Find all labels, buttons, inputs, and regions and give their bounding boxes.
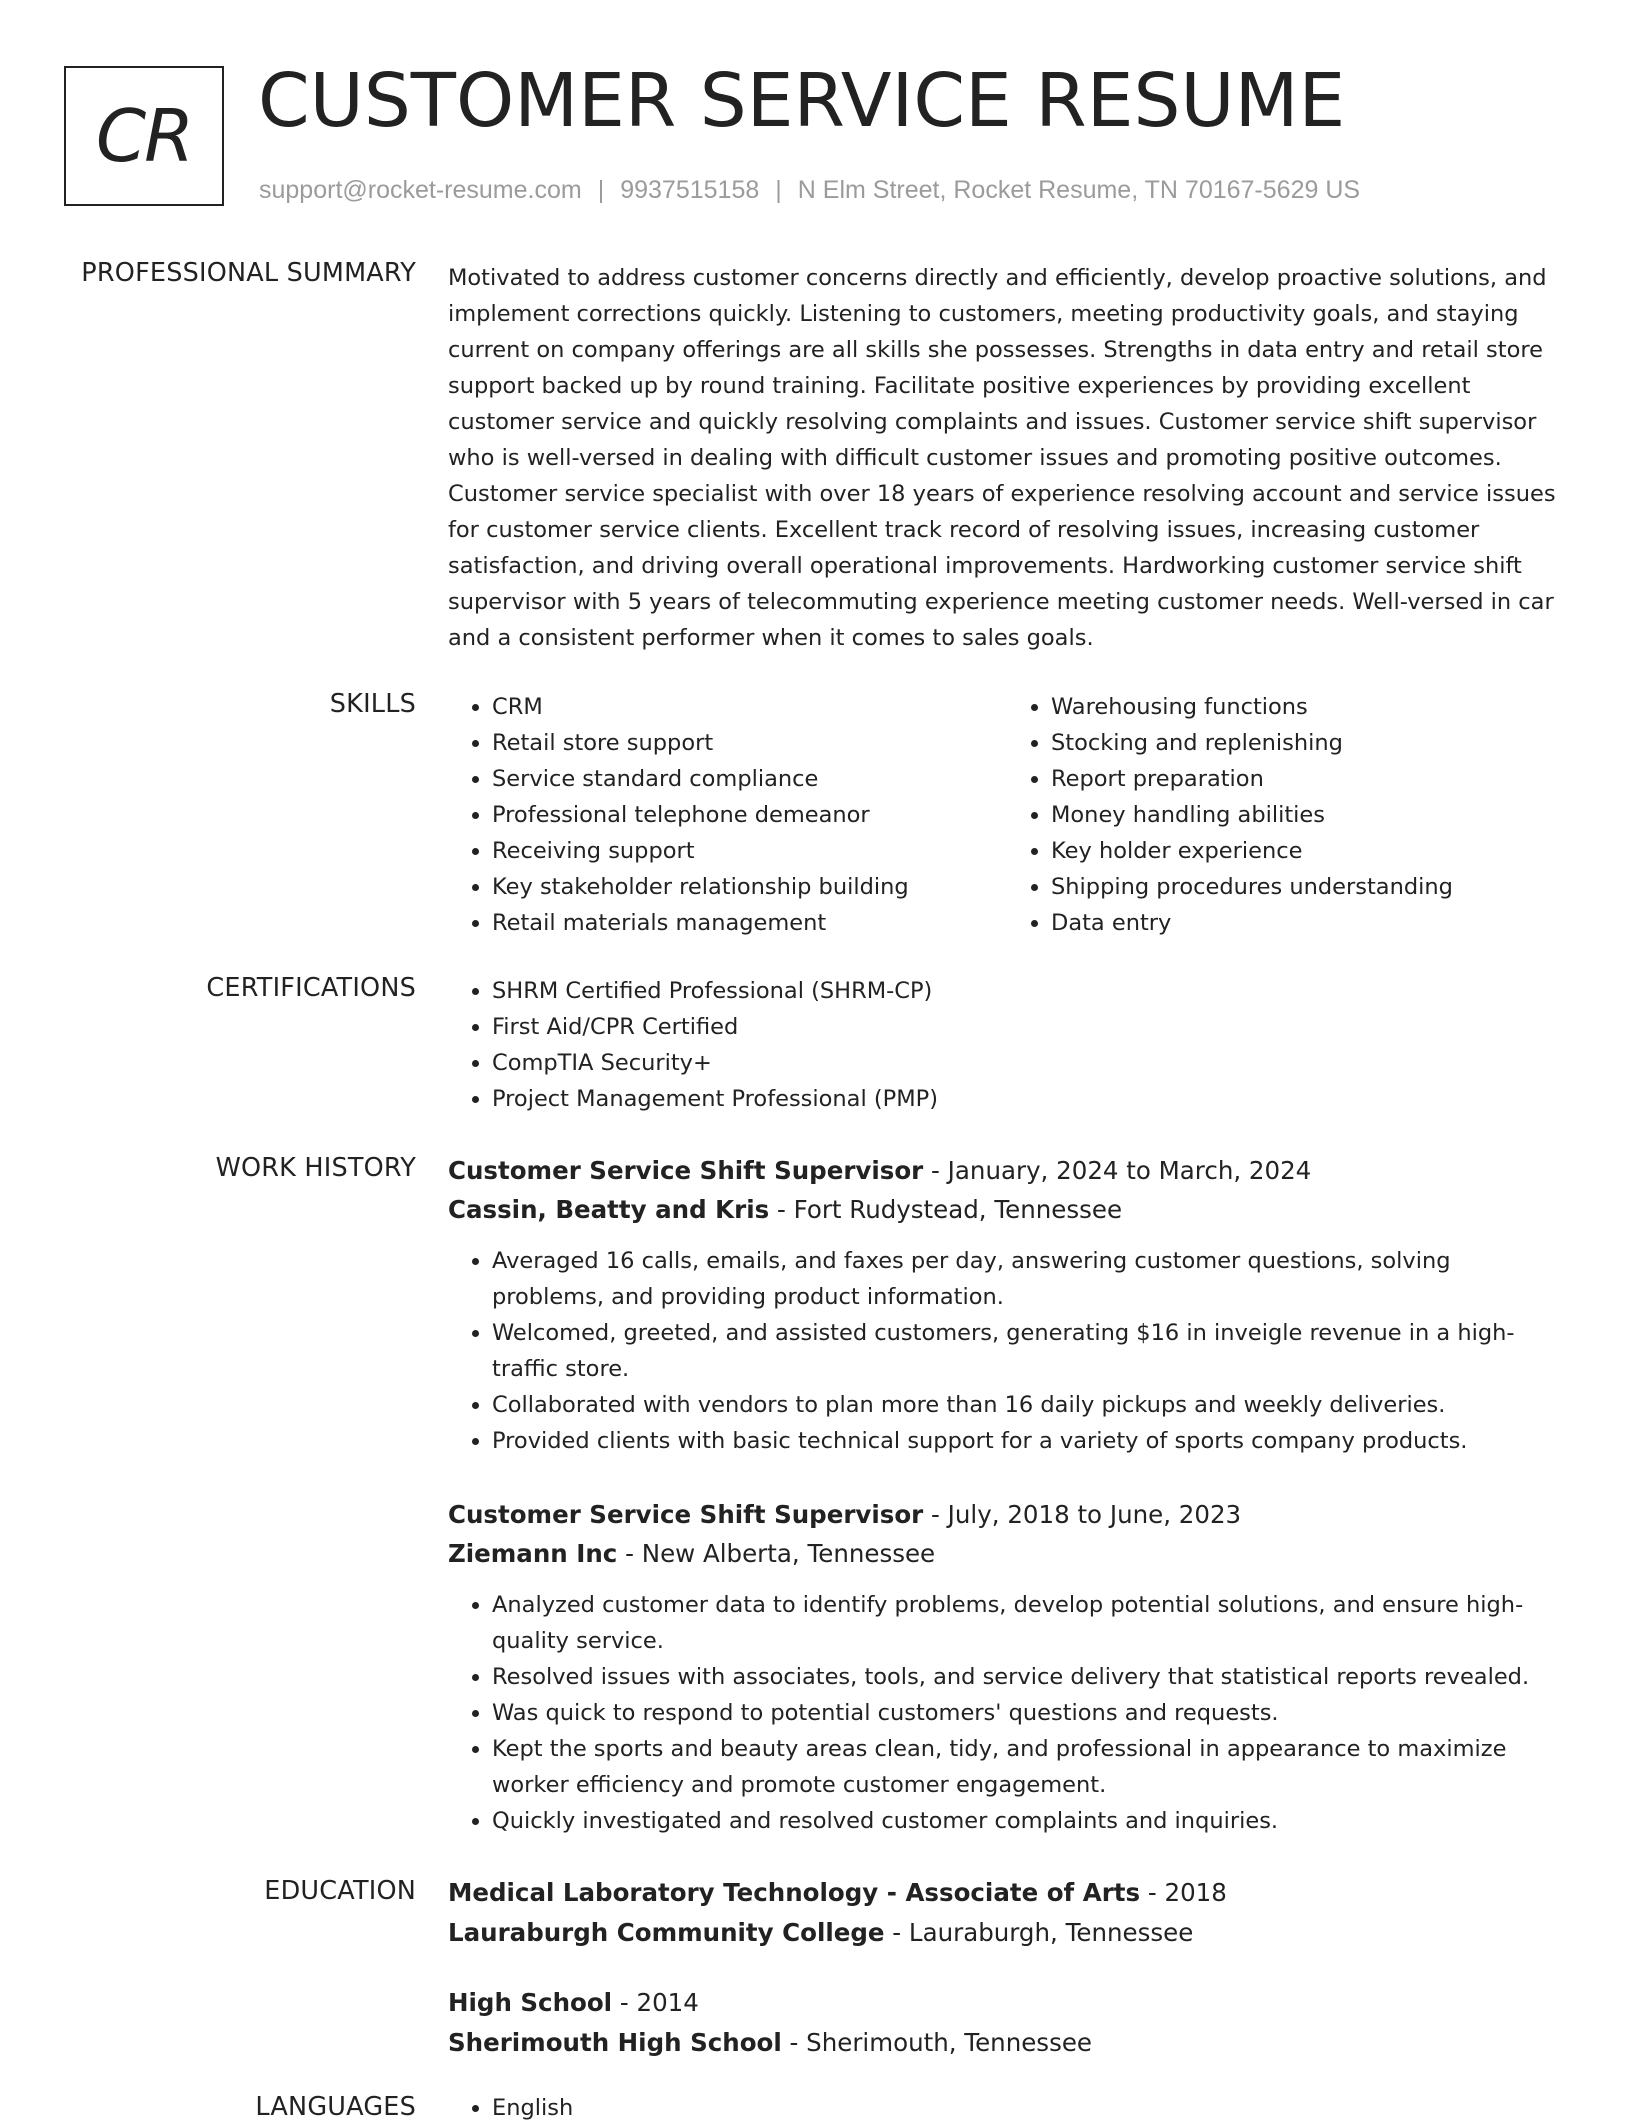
skill-item: • Professional telephone demeanor — [492, 797, 1007, 833]
skill-item: • Retail store support — [492, 725, 1007, 761]
contact-phone[interactable]: 9937515158 — [620, 176, 760, 204]
education-entry — [448, 1983, 1566, 2063]
contact-address: N Elm Street, Rocket Resume, TN 70167-5629 US — [797, 176, 1361, 204]
contact-email[interactable]: support@rocket-resume.com — [259, 176, 582, 204]
job-location: - New Alberta, Tennessee — [617, 1539, 936, 1568]
education-location: - Sherimouth, Tennessee — [781, 2028, 1092, 2057]
job-bullet: • Provided clients with basic technical support for a variety of sports company products. — [492, 1423, 1566, 1459]
certification-item: • CompTIA Security+ — [492, 1045, 1566, 1081]
education-school: Lauraburgh Community College — [448, 1918, 885, 1947]
skills-column-left — [448, 689, 1007, 941]
languages-list — [448, 2090, 1566, 2126]
skill-item: • Warehousing functions — [1051, 689, 1566, 725]
job-entry — [448, 1495, 1566, 1839]
job-bullets — [448, 1587, 1566, 1839]
job-company-line — [448, 1190, 1566, 1229]
job-title: Customer Service Shift Supervisor — [448, 1500, 924, 1529]
job-bullet: • Collaborated with vendors to plan more than 16 daily pickups and weekly deliveries. — [492, 1387, 1566, 1423]
skill-item: • Report preparation — [1051, 761, 1566, 797]
job-dates: - January, 2024 to March, 2024 — [923, 1156, 1312, 1185]
certification-item: • SHRM Certified Professional (SHRM-CP) — [492, 973, 1566, 1009]
section-label-certifications: CERTIFICATIONS — [206, 973, 416, 1003]
skill-item: • Retail materials management — [492, 905, 1007, 941]
summary-text: Motivated to address customer concerns directly and efficiently, develop proactive solutions, and implement corrections quickly. Listening to customers, meeting productivity goals, and staying current on company offerings are all skills she possesses. Strengths in data entry and retail store support backed up by round training. Facilitate positive experiences by providing excellent customer service and quickly resolving complaints and issues. Customer service shift supervisor who is well-versed in dealing with difficult customer issues and promoting positive outcomes. Customer service specialist with over 18 years of experience resolving account and service issues for customer service clients. Excellent track record of resolving issues, increasing customer satisfaction, and driving overall operational improvements. Hardworking customer service shift supervisor with 5 years of telecommuting experience meeting customer needs. Well-versed in car and a consistent performer when it comes to sales goals. — [448, 265, 1556, 651]
job-bullet: • Kept the sports and beauty areas clean, tidy, and professional in appearance to maximize worker efficiency and promote customer engagement. — [492, 1731, 1566, 1803]
education-degree: High School — [448, 1988, 613, 2017]
skills-list — [448, 689, 1566, 941]
skill-item: • Data entry — [1051, 905, 1566, 941]
job-bullet: • Resolved issues with associates, tools, and service delivery that statistical reports revealed. — [492, 1659, 1566, 1695]
job-dates: - July, 2018 to June, 2023 — [923, 1500, 1242, 1529]
section-label-skills: SKILLS — [329, 689, 416, 719]
job-title-line — [448, 1495, 1566, 1534]
job-company: Cassin, Beatty and Kris — [448, 1195, 770, 1224]
job-company-line — [448, 1534, 1566, 1573]
education-year: - 2014 — [612, 1988, 699, 2017]
resume-title: CUSTOMER SERVICE RESUME — [258, 58, 1346, 144]
job-entry — [448, 1151, 1566, 1459]
language-item: • English — [492, 2090, 1566, 2126]
education-location: - Lauraburgh, Tennessee — [884, 1918, 1194, 1947]
education-degree: Medical Laboratory Technology - Associate of Arts — [448, 1878, 1141, 1907]
job-location: - Fort Rudystead, Tennessee — [769, 1195, 1123, 1224]
certification-item: • First Aid/CPR Certified — [492, 1009, 1566, 1045]
education-school: Sherimouth High School — [448, 2028, 782, 2057]
job-bullet: • Averaged 16 calls, emails, and faxes per day, answering customer questions, solving problems, and providing product information. — [492, 1243, 1566, 1315]
contact-line — [259, 176, 1360, 205]
education-entry — [448, 1873, 1566, 1953]
job-bullet: • Welcomed, greeted, and assisted customers, generating $16 in inveigle revenue in a high-traffic store. — [492, 1315, 1566, 1387]
section-label-work-history: WORK HISTORY — [215, 1153, 416, 1183]
section-label-summary: PROFESSIONAL SUMMARY — [81, 258, 416, 288]
certification-item: • Project Management Professional (PMP) — [492, 1081, 1566, 1117]
certifications-list — [448, 973, 1566, 1117]
contact-separator: | — [597, 176, 605, 204]
skill-item: • Key holder experience — [1051, 833, 1566, 869]
job-company: Ziemann Inc — [448, 1539, 618, 1568]
job-bullet: • Analyzed customer data to identify problems, develop potential solutions, and ensure high-quality service. — [492, 1587, 1566, 1659]
education-year: - 2018 — [1140, 1878, 1227, 1907]
skill-item: • Receiving support — [492, 833, 1007, 869]
skill-item: • CRM — [492, 689, 1007, 725]
job-title-line — [448, 1151, 1566, 1190]
section-label-education: EDUCATION — [264, 1876, 416, 1906]
skill-item: • Service standard compliance — [492, 761, 1007, 797]
skill-item: • Shipping procedures understanding — [1051, 869, 1566, 905]
section-label-languages: LANGUAGES — [255, 2092, 416, 2122]
contact-separator: | — [775, 176, 782, 204]
skill-item: • Stocking and replenishing — [1051, 725, 1566, 761]
job-bullet: • Was quick to respond to potential customers' questions and requests. — [492, 1695, 1566, 1731]
skill-item: • Key stakeholder relationship building — [492, 869, 1007, 905]
skills-column-right — [1007, 689, 1566, 941]
job-bullets — [448, 1243, 1566, 1459]
monogram-logo: CR — [64, 66, 224, 206]
job-title: Customer Service Shift Supervisor — [448, 1156, 924, 1185]
skill-item: • Money handling abilities — [1051, 797, 1566, 833]
job-bullet: • Quickly investigated and resolved customer complaints and inquiries. — [492, 1803, 1566, 1839]
